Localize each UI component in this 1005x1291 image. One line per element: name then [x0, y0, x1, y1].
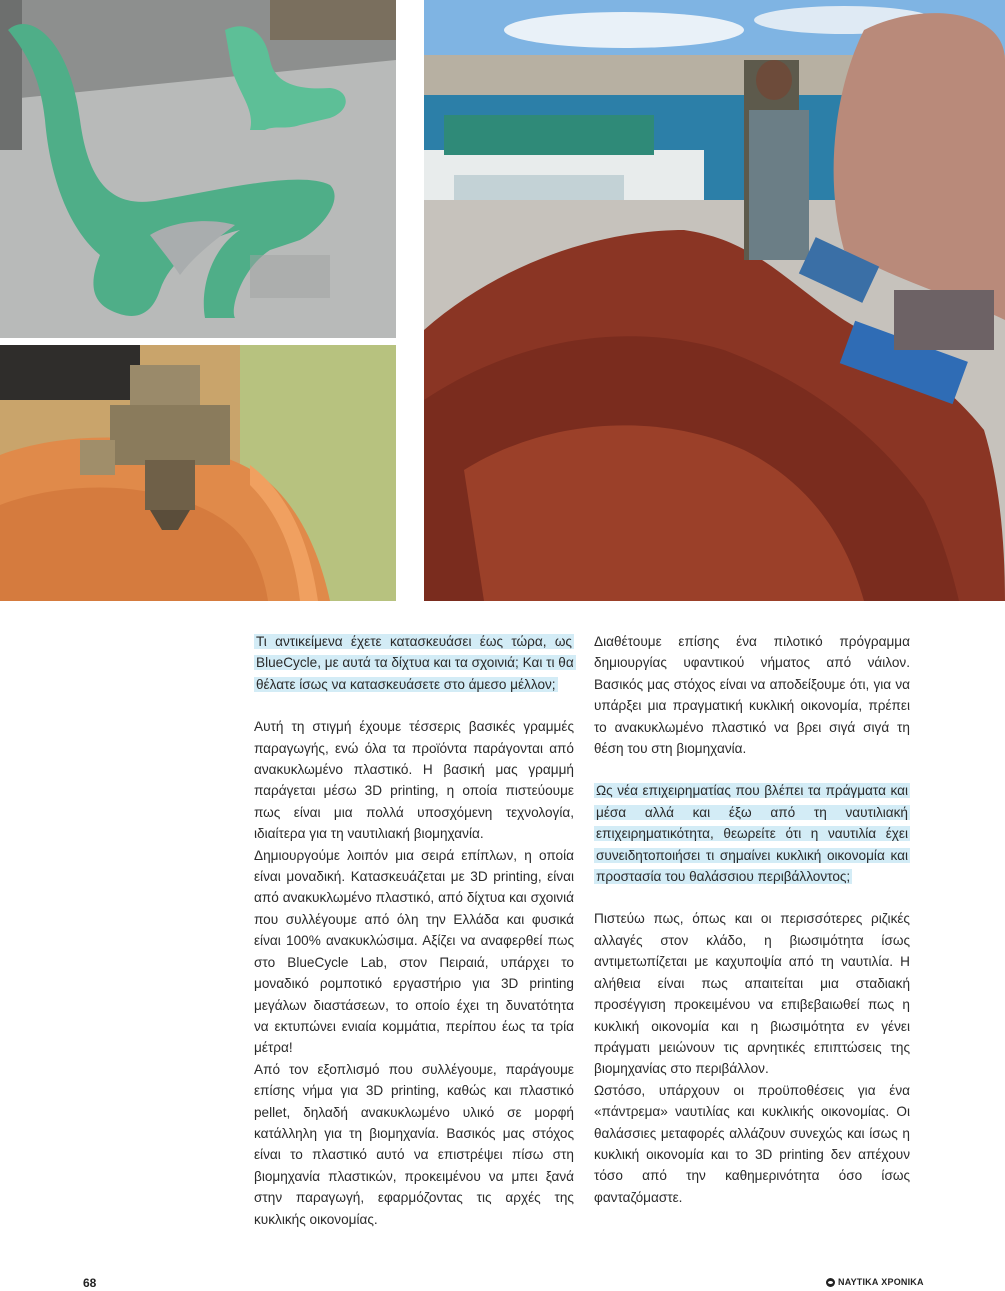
brand-logo-icon [826, 1278, 835, 1287]
answer-paragraph: Δημιουργούμε λοιπόν μια σειρά επίπλων, η οποία είναι μοναδική. Κατασκευάζεται με 3D printing, είναι από ανακυκλωμένο πλαστικό, από δίχτυα και σχοινιά που συλλέγουμε από όλη την Ελλάδα και φυσικά είναι 100% ανακυκλώσιμα. Αξίζει να αναφερθεί πως στο BlueCycle Lab, στον Πειραιά, υπάρχει το μοναδικό ρομποτικό εργαστήριο για 3D printing μεγάλων διαστάσεων, το οποίο έχει τη δυνατότητα να εκτυπώνει ενιαία κομμάτια, περίπου έως τα τρία μέτρα! [254, 847, 574, 1056]
brand-name: ΝΑΥΤΙΚΑ ΧΡΟΝΙΚΑ [838, 1277, 924, 1287]
answer-paragraph: Από τον εξοπλισμό που συλλέγουμε, παράγουμε επίσης νήμα για 3D printing, καθώς και πλαστικό pellet, δηλαδή ανακυκλωμένο υλικό σε μορφή κατάλληλη για τη βιομηχανία. Βασικός μας στόχος είναι το πλαστικό αυτό να επιστρέψει πίσω στη βιομηχανία πλαστικών, προκειμένου να μπει ξανά στην παραγωγή, εφαρμόζοντας τις αρχές της κυκλικής οικονομίας. [254, 1061, 574, 1227]
article-column-right [594, 631, 910, 1208]
answer-paragraph: Διαθέτουμε επίσης ένα πιλοτικό πρόγραμμα δημιουργίας υφαντικού νήματος από νάιλον. Βασικός μας στόχος είναι να αποδείξουμε ότι, για να υπάρξει μια πραγματική κυκλική οικονομία, πρέπει το ανακυκλωμένο πλαστικό να βρει σιγά σιγά τη θέση του στη βιομηχανία. [594, 634, 910, 757]
answer-paragraph: Πιστεύω πως, όπως και οι περισσότερες ριζικές αλλαγές στον κλάδο, η βιωσιμότητα ίσως αντιμετωπίζεται με καχυποψία από τη ναυτιλία. Η αλήθεια είναι πως απαιτείται μια σταδιακή προσέγγιση προκειμένου να επιβεβαιωθεί πως η κυκλική οικονομία και η βιωσιμότητα εν γένει πράγματι μειώνουν τις αρνητικές επιπτώσεις της βιομηχανίας στο περιβάλλον. [594, 911, 910, 1077]
magazine-brand [826, 1277, 924, 1287]
interview-question-2: Ως νέα επιχειρηματίας που βλέπει τα πράγματα και μέσα αλλά και έξω από τη ναυτιλιακή επιχειρηματικότητα, θεωρείτε ότι η ναυτιλία έχει συνειδητοποιήσει τι σημαίνει κυκλική οικονομία και προστασία του θαλάσσιου περιβάλλοντος; [596, 783, 908, 885]
photo-3d-printer-nozzle [0, 345, 396, 601]
answer-paragraph: Αυτή τη στιγμή έχουμε τέσσερις βασικές γραμμές παραγωγής, ενώ όλα τα προϊόντα παράγονται από ανακυκλωμένο πλαστικό. Η βασική μας γραμμή παράγεται μέσω 3D printing, η οποία πιστεύουμε πως είναι μια πολλά υποσχόμενη τεχνολογία, ιδιαίτερα για τη ναυτιλιακή βιομηχανία. [254, 719, 574, 842]
photo-fishing-nets-on-dock [424, 0, 1005, 601]
article-column-left [254, 631, 574, 1230]
answer-paragraph: Ωστόσο, υπάρχουν οι προϋποθέσεις για ένα «πάντρεμα» ναυτιλίας και κυκλικής οικονομίας. Οι θαλάσσιες μεταφορές αλλάζουν συνεχώς και ίσως η κυκλική οικονομία και το 3D printing δεν απέχουν τόσο από την καθημερινότητα όσο ίσως φανταζόμαστε. [594, 1082, 910, 1205]
page-number: 68 [83, 1276, 97, 1290]
interview-question-1: Τι αντικείμενα έχετε κατασκευάσει έως τώρα, ως BlueCycle, με αυτά τα δίχτυα και τα σχοινιά; Και τι θα θέλατε ίσως να κατασκευάσετε στο άμεσο μέλλον; [256, 634, 574, 692]
photo-green-3d-printed-chairs [0, 0, 396, 338]
